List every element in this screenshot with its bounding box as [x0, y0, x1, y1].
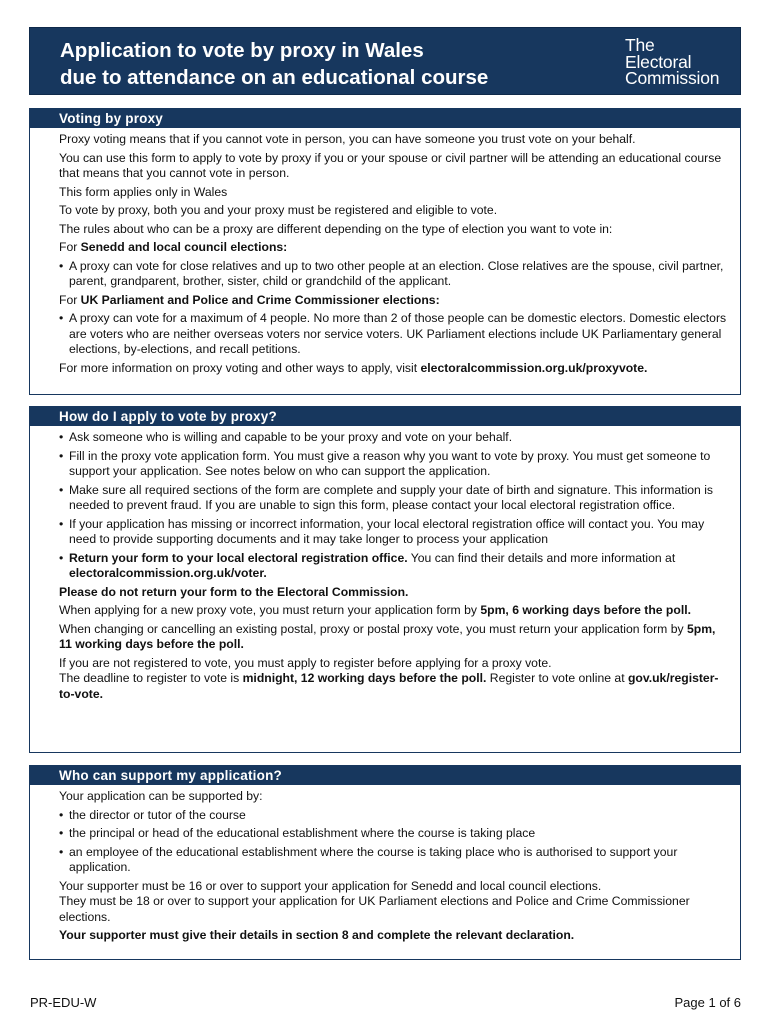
- voter-link[interactable]: electoralcommission.org.uk/voter.: [69, 566, 267, 580]
- paragraph: [59, 603, 728, 619]
- paragraph: Your supporter must give their details in section 8 and complete the relevant declaration.: [59, 928, 575, 942]
- list-item: • the principal or head of the educational establishment where the course is taking place: [59, 826, 728, 842]
- section-voting-by-proxy: [29, 108, 741, 395]
- bold-text: Senedd and local council elections:: [80, 240, 288, 254]
- paragraph: They must be 18 or over to support your application for UK Parliament elections and Police and Crime Commissioner elections.: [59, 894, 690, 924]
- text: Register to vote online at: [486, 671, 628, 685]
- paragraph: To vote by proxy, both you and your proxy must be registered and eligible to vote.: [59, 203, 498, 217]
- section-how-to-apply: [29, 406, 741, 753]
- bullet-list: [59, 430, 728, 582]
- paragraph: If you are not registered to vote, you must apply to register before applying for a proxy vote.: [59, 655, 552, 670]
- logo-line-3: Commission: [625, 68, 720, 88]
- electoral-commission-logo: [625, 37, 719, 87]
- bullet-list: [59, 311, 728, 358]
- proxyvote-link[interactable]: electoralcommission.org.uk/proxyvote.: [420, 360, 648, 375]
- paragraph: [59, 671, 728, 702]
- bold-text: Return your form to your local electoral registration office.: [69, 550, 408, 565]
- list-item: • A proxy can vote for a maximum of 4 people. No more than 2 of those people can be domestic electors. Domestic electors are voters who are neither overseas voters nor service voters. UK Parliament elections include UK Parliamentary general elections, by-elections, and recall petitions.: [59, 311, 728, 358]
- bullet-list: [59, 259, 728, 290]
- document-header: [29, 27, 741, 95]
- paragraph: This form applies only in Wales: [59, 184, 228, 199]
- section-body: [30, 785, 740, 944]
- bold-text: midnight, 12 working days before the poll.: [242, 671, 487, 685]
- section-heading: How do I apply to vote by proxy?: [30, 407, 740, 426]
- list-item: • If your application has missing or incorrect information, your local electoral registration office will contact you. You may need to provide supporting documents and it may take longer to process your application: [59, 517, 728, 548]
- warning-text: Please do not return your form to the Electoral Commission.: [59, 584, 409, 599]
- list-item: • an employee of the educational establishment where the course is taking place who is authorised to support your application.: [59, 845, 728, 876]
- paragraph: [59, 361, 728, 377]
- logo-line-2: Electoral: [625, 51, 692, 72]
- list-item: [59, 551, 728, 582]
- list-item: • Fill in the proxy vote application form. You must give a reason why you want to vote by proxy. You must get someone to support your application. See notes below on who can support the application.: [59, 449, 728, 480]
- list-item: • Ask someone who is willing and capable to be your proxy and vote on your behalf.: [59, 430, 728, 446]
- bullet-list: [59, 808, 728, 876]
- section-body: [30, 128, 740, 376]
- list-item: • Make sure all required sections of the form are complete and supply your date of birth and signature. This information is needed to prevent fraud. If you are unable to sign this form, please contact your local electoral registration office.: [59, 483, 728, 514]
- paragraph: The rules about who can be a proxy are different depending on the type of election you want to vote in:: [59, 221, 613, 236]
- paragraph: [59, 293, 728, 309]
- text: For: [59, 240, 81, 254]
- paragraph: You can use this form to apply to vote by proxy if you or your spouse or civil partner will be attending an educational course that means that you cannot vote in person.: [59, 150, 722, 180]
- document-title: [60, 37, 580, 91]
- bold-text: UK Parliament and Police and Crime Commissioner elections:: [80, 292, 440, 307]
- paragraph: Proxy voting means that if you cannot vote in person, you can have someone you trust vote on your behalf.: [59, 132, 636, 146]
- logo-line-1: The: [625, 35, 655, 55]
- paragraph: [59, 240, 728, 256]
- text: When applying for a new proxy vote, you must return your application form by: [59, 603, 481, 617]
- bold-text: 5pm, 6 working days before the poll.: [480, 603, 691, 617]
- text: For: [59, 292, 81, 307]
- section-who-can-support: [29, 765, 741, 960]
- text: When changing or cancelling an existing postal, proxy or postal proxy vote, you must return your application form by: [59, 621, 687, 636]
- bold-text: 5pm, 11 working days before the poll.: [59, 621, 716, 651]
- list-item: • A proxy can vote for close relatives and up to two other people at an election. Close relatives are the spouse, civil partner, parent, grandparent, brother, sister, child or grandchild of the applicant.: [59, 259, 728, 290]
- paragraph: [59, 622, 728, 653]
- paragraph: Your application can be supported by:: [59, 789, 263, 803]
- text: For more information on proxy voting and other ways to apply, visit: [59, 360, 421, 375]
- section-heading: Who can support my application?: [30, 766, 740, 785]
- list-item: • the director or tutor of the course: [59, 808, 728, 824]
- paragraph: Your supporter must be 16 or over to support your application for Senedd and local council elections.: [59, 878, 602, 893]
- text: You can find their details and more information at: [407, 550, 676, 565]
- form-code: PR-EDU-W: [30, 995, 97, 1010]
- title-line-1: Application to vote by proxy in Wales: [60, 39, 424, 62]
- section-heading: Voting by proxy: [30, 109, 740, 128]
- page-number: Page 1 of 6: [674, 995, 741, 1010]
- text: The deadline to register to vote is: [59, 671, 243, 685]
- title-line-2: due to attendance on an educational course: [60, 66, 489, 89]
- register-link[interactable]: gov.uk/register-to-vote.: [59, 671, 719, 701]
- section-body: [30, 426, 740, 702]
